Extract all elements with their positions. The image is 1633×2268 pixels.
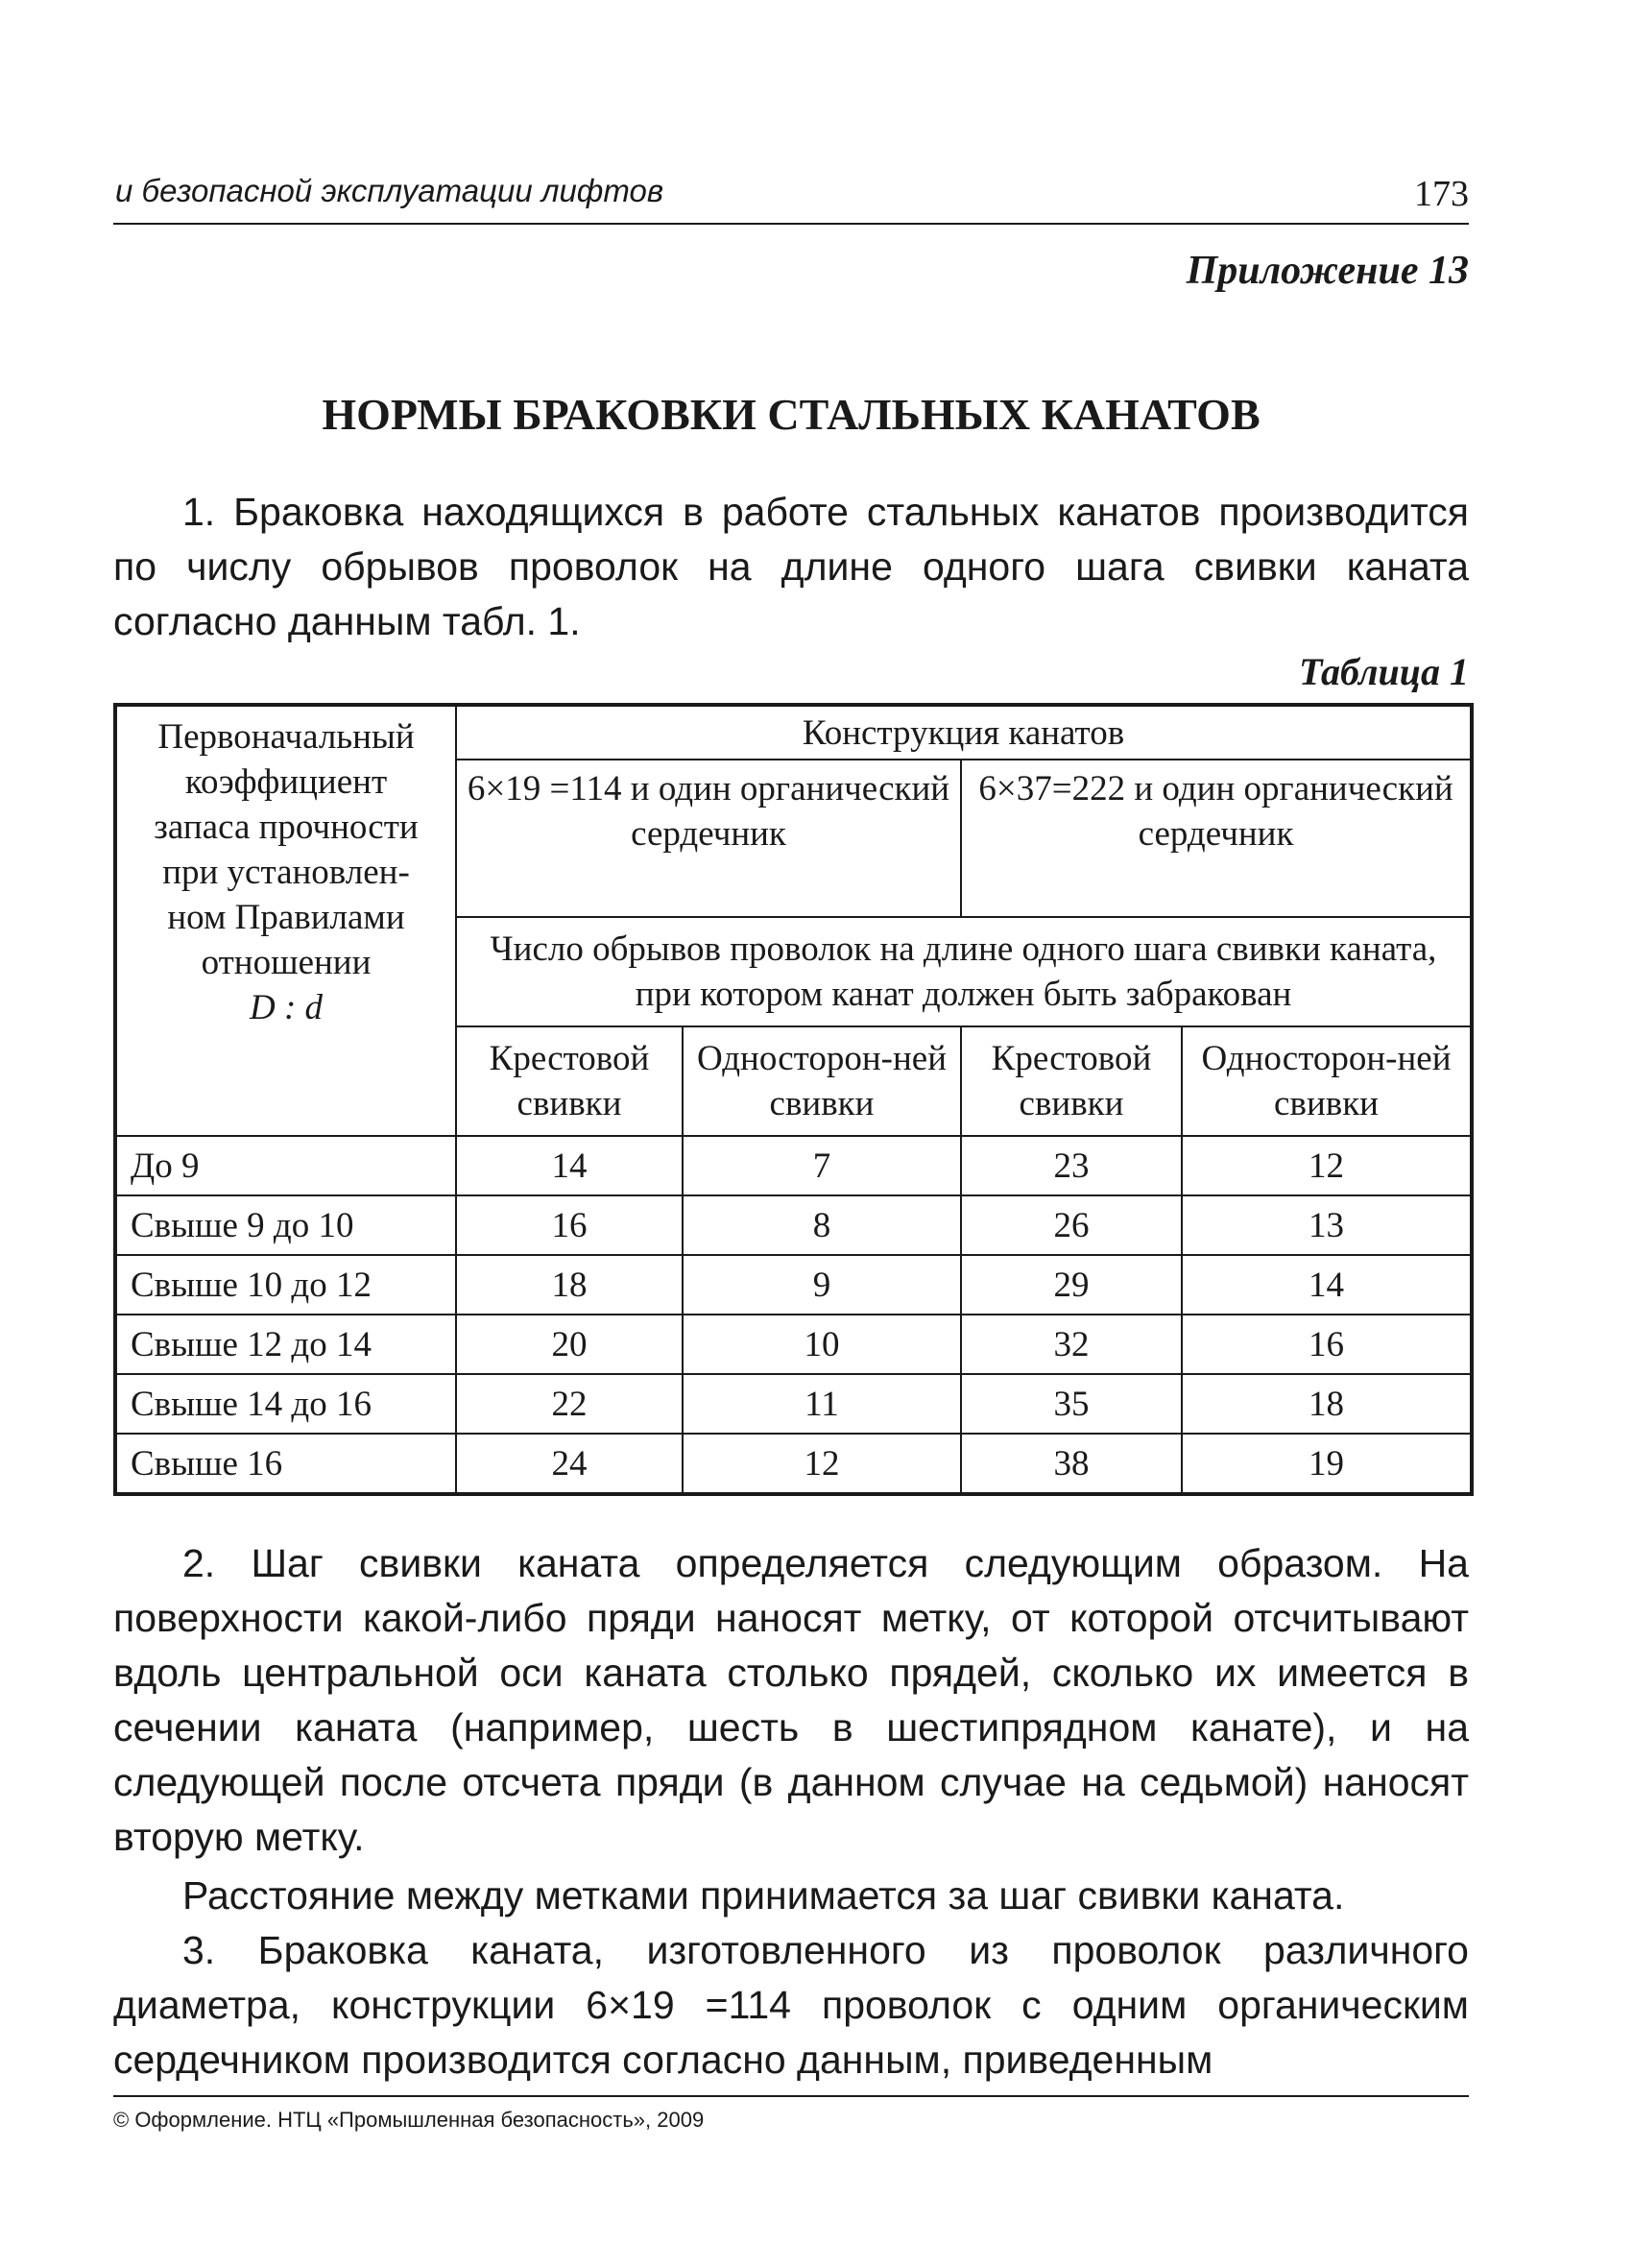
header-ratio: D : d <box>249 988 324 1027</box>
table-cell: 14 <box>456 1136 683 1195</box>
table-cell: 11 <box>683 1374 961 1434</box>
table-cell: 32 <box>961 1315 1182 1374</box>
header-construction: Конструкция канатов <box>456 705 1472 760</box>
table-cell: 16 <box>456 1195 683 1255</box>
appendix-label: Приложение 13 <box>1186 249 1469 293</box>
table-cell: 14 <box>1182 1255 1472 1315</box>
table-cell: 18 <box>1182 1374 1472 1434</box>
table-cell: 22 <box>456 1374 683 1434</box>
row-label: Свыше 12 до 14 <box>115 1315 456 1374</box>
paragraph-3: Расстояние между метками принимается за шаг свивки каната. <box>182 1873 1345 1918</box>
table-row <box>115 1315 1472 1374</box>
header-safety-factor <box>115 705 456 1136</box>
table-cell: 26 <box>961 1195 1182 1255</box>
table-cell: 24 <box>456 1434 683 1494</box>
row-label: Свыше 9 до 10 <box>115 1195 456 1255</box>
table-cell: 20 <box>456 1315 683 1374</box>
running-header <box>113 173 1469 225</box>
paragraph-4: 3. Браковка каната, изготовленного из проволок различного диаметра, конструкции 6×19 =114 проволок с одним органическим сердечником производится согласно данным, приведенным <box>113 1928 1469 2082</box>
subheader-cross-lay: Крестовой свивки <box>961 1026 1182 1136</box>
table-cell: 8 <box>683 1195 961 1255</box>
row-label: До 9 <box>115 1136 456 1195</box>
row-label: Свыше 10 до 12 <box>115 1255 456 1315</box>
table-cell: 12 <box>683 1434 961 1494</box>
header-line: Первоначальный <box>157 717 415 757</box>
table-row <box>115 1434 1472 1494</box>
footer-rule <box>113 2095 1469 2097</box>
table-cell: 38 <box>961 1434 1182 1494</box>
table-label: Таблица 1 <box>1299 650 1469 693</box>
header-line: ном Правилами <box>167 898 405 937</box>
table-row <box>115 1374 1472 1434</box>
table-cell: 7 <box>683 1136 961 1195</box>
table-cell: 23 <box>961 1136 1182 1195</box>
page-number: 173 <box>1414 174 1469 214</box>
table-row <box>115 1136 1472 1195</box>
table-cell: 35 <box>961 1374 1182 1434</box>
table-cell: 18 <box>456 1255 683 1315</box>
header-construction-6x37: 6×37=222 и один органический сердечник <box>961 760 1472 917</box>
subheader-cross-lay: Крестовой свивки <box>456 1026 683 1136</box>
header-line: при установлен- <box>162 853 410 892</box>
paragraph-2: 2. Шаг свивки каната определяется следующим образом. На поверхности какой-либо пряди наносят метку, от которой отсчитывают вдоль центральной оси каната столько прядей, сколько их имеется в сечении каната (например, шесть в шестипрядном канате), и на следующей после отсчета пряди (в данном случае на седьмой) наносят вторую метку. <box>113 1541 1469 1859</box>
rope-rejection-table <box>113 703 1474 1496</box>
header-line: коэффициент <box>184 762 388 802</box>
table-header-row-1 <box>115 705 1472 760</box>
table-cell: 12 <box>1182 1136 1472 1195</box>
document-title: НОРМЫ БРАКОВКИ СТАЛЬНЫХ КАНАТОВ <box>322 390 1261 439</box>
subheader-lang-lay: Односторон-ней свивки <box>1182 1026 1472 1136</box>
paragraph-1: 1. Браковка находящихся в работе стальных канатов производится по числу обрывов проволок на длине одного шага свивки каната согласно данным табл. 1. <box>113 490 1469 643</box>
subheader-lang-lay: Односторон-ней свивки <box>683 1026 961 1136</box>
table-cell: 10 <box>683 1315 961 1374</box>
header-construction-6x19: 6×19 =114 и один органический сердечник <box>456 760 961 917</box>
table-row <box>115 1255 1472 1315</box>
header-line: запаса прочности <box>154 808 419 847</box>
header-breaks: Число обрывов проволок на длине одного шага свивки каната, при котором канат должен быть забракован <box>456 917 1472 1026</box>
header-line: отношении <box>201 943 372 982</box>
table-cell: 19 <box>1182 1434 1472 1494</box>
table-cell: 9 <box>683 1255 961 1315</box>
table-cell: 16 <box>1182 1315 1472 1374</box>
table-cell: 13 <box>1182 1195 1472 1255</box>
table-cell: 29 <box>961 1255 1182 1315</box>
running-title: и безопасной эксплуатации лифтов <box>115 173 664 208</box>
footer-copyright: © Оформление. НТЦ «Промышленная безопасность», 2009 <box>113 2108 705 2132</box>
table-row <box>115 1195 1472 1255</box>
row-label: Свыше 14 до 16 <box>115 1374 456 1434</box>
row-label: Свыше 16 <box>115 1434 456 1494</box>
